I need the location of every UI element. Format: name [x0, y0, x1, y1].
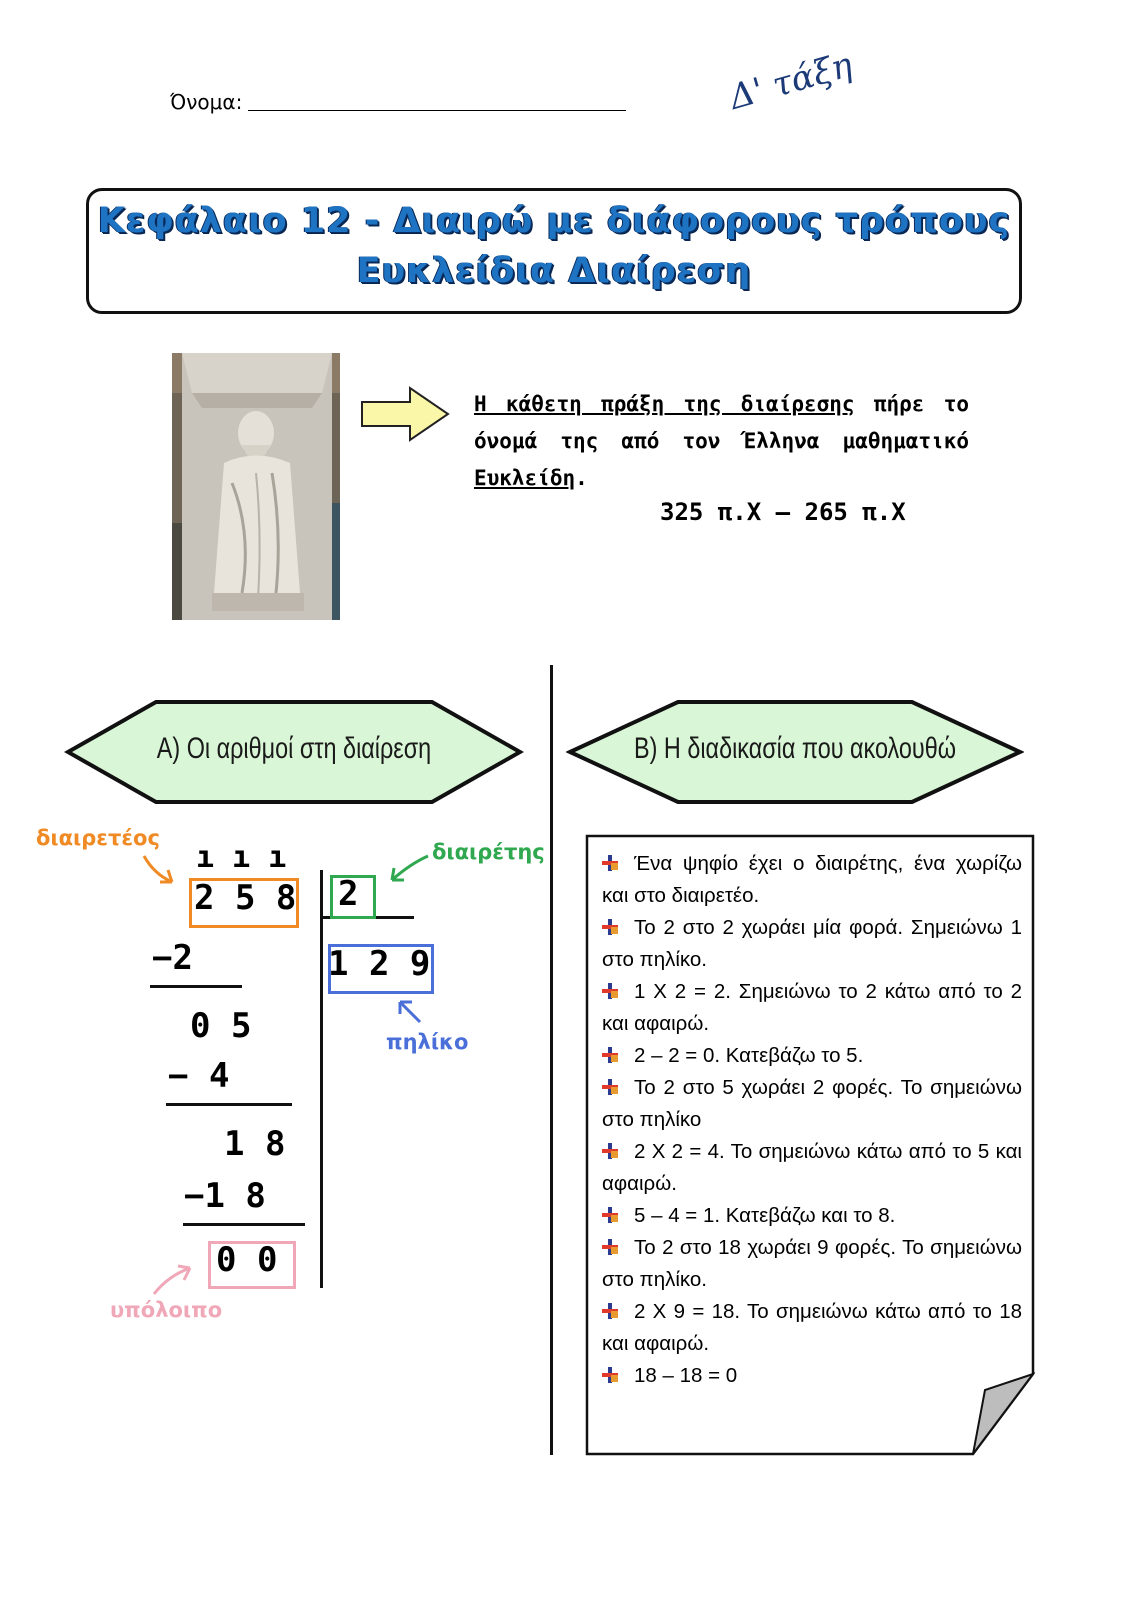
intro-middle: πήρε το όνομά της από τον Έλληνα μαθηματικό — [474, 392, 969, 453]
step-item: 18 – 18 = 0 — [602, 1360, 1022, 1392]
column-divider — [550, 665, 553, 1455]
chapter-title: Κεφάλαιο 12 - Διαιρώ με διάφορους τρόπους — [97, 201, 1011, 241]
quotient-label: πηλίκο — [386, 1030, 469, 1054]
divisor-label: διαιρέτης — [432, 840, 545, 864]
step-item: 1 Χ 2 = 2. Σημειώνω το 2 κάτω από το 2 και αφαιρώ. — [602, 980, 1022, 1035]
bullet-icon — [602, 1143, 618, 1159]
section-b-heading — [566, 698, 1024, 806]
name-label: Όνομα: — [170, 90, 243, 114]
intro-euclid-name: Ευκλείδη — [474, 466, 576, 490]
name-blank-line[interactable] — [248, 110, 626, 111]
step-item: 2 – 2 = 0. Κατεβάζω το 5. — [602, 1040, 1022, 1072]
divisor-arrow-icon — [386, 850, 432, 886]
bullet-icon — [602, 1239, 618, 1255]
divisor: 2 — [338, 874, 359, 914]
remainder-arrow-icon — [150, 1262, 196, 1298]
intro-underlined-phrase: Η κάθετη πράξη της διαίρεσης — [474, 392, 855, 416]
intro-text — [474, 386, 969, 497]
section-a-title: Α) Οι αριθμοί στη διαίρεση — [156, 732, 432, 765]
underline-3 — [183, 1223, 305, 1226]
chapter-subtitle: Ευκλείδια Διαίρεση — [356, 251, 752, 291]
dividend: 2 5 8 — [194, 878, 297, 918]
underline-1 — [150, 985, 242, 988]
step-item: 2 Χ 9 = 18. Το σημειώνω κάτω από το 18 και αφαιρώ. — [602, 1300, 1022, 1355]
underline-2 — [166, 1103, 292, 1106]
remainder-step-2: 1 8 — [224, 1124, 286, 1164]
quotient-arrow-icon — [394, 996, 428, 1026]
bullet-icon — [602, 983, 618, 999]
carry-marks: ı ı ı — [196, 840, 287, 875]
subtract-step-2: − 4 — [168, 1056, 230, 1096]
division-vertical-line — [320, 870, 323, 1288]
quotient: 1 2 9 — [328, 944, 431, 984]
intro-end: . — [575, 466, 588, 490]
right-arrow-icon — [360, 386, 450, 442]
bullet-icon — [602, 1303, 618, 1319]
bullet-icon — [602, 1207, 618, 1223]
step-item: 2 Χ 2 = 4. Το σημειώνω κάτω από το 5 και αφαιρώ. — [602, 1140, 1022, 1195]
subtract-step-3: −1 8 — [184, 1176, 266, 1216]
bullet-icon — [602, 1367, 618, 1383]
subtract-step-1: −2 — [152, 938, 193, 978]
chapter-title-box — [86, 188, 1022, 314]
dividend-label: διαιρετέος — [36, 826, 160, 850]
dividend-arrow-icon — [140, 852, 180, 888]
bullet-icon — [602, 1079, 618, 1095]
step-item: 5 – 4 = 1. Κατεβάζω και το 8. — [602, 1200, 1022, 1232]
bullet-icon — [602, 919, 618, 935]
euclid-dates: 325 π.Χ – 265 π.Χ — [660, 498, 906, 526]
step-item: Ένα ψηφίο έχει ο διαιρέτης, ένα χωρίζω και στο διαιρετέο. — [602, 852, 1022, 907]
step-item: Το 2 στο 2 χωράει μία φορά. Σημειώνω 1 στο πηλίκο. — [602, 916, 1022, 971]
grade-handwriting: Δ' τάξη — [724, 44, 857, 118]
bullet-icon — [602, 855, 618, 871]
bullet-icon — [602, 1047, 618, 1063]
section-a-heading — [64, 698, 524, 806]
steps-list — [602, 848, 1022, 1392]
section-b-title: Β) Η διαδικασία που ακολουθώ — [634, 732, 956, 765]
remainder-label: υπόλοιπο — [110, 1298, 223, 1322]
remainder-step-1: 0 5 — [190, 1006, 252, 1046]
final-remainder: 0 0 — [216, 1240, 278, 1280]
step-item: Το 2 στο 5 χωράει 2 φορές. Το σημειώνω στο πηλίκο — [602, 1076, 1022, 1131]
euclid-statue-image — [172, 353, 340, 620]
step-item: Το 2 στο 18 χωράει 9 φορές. Το σημειώνω στο πηλίκο. — [602, 1236, 1022, 1291]
